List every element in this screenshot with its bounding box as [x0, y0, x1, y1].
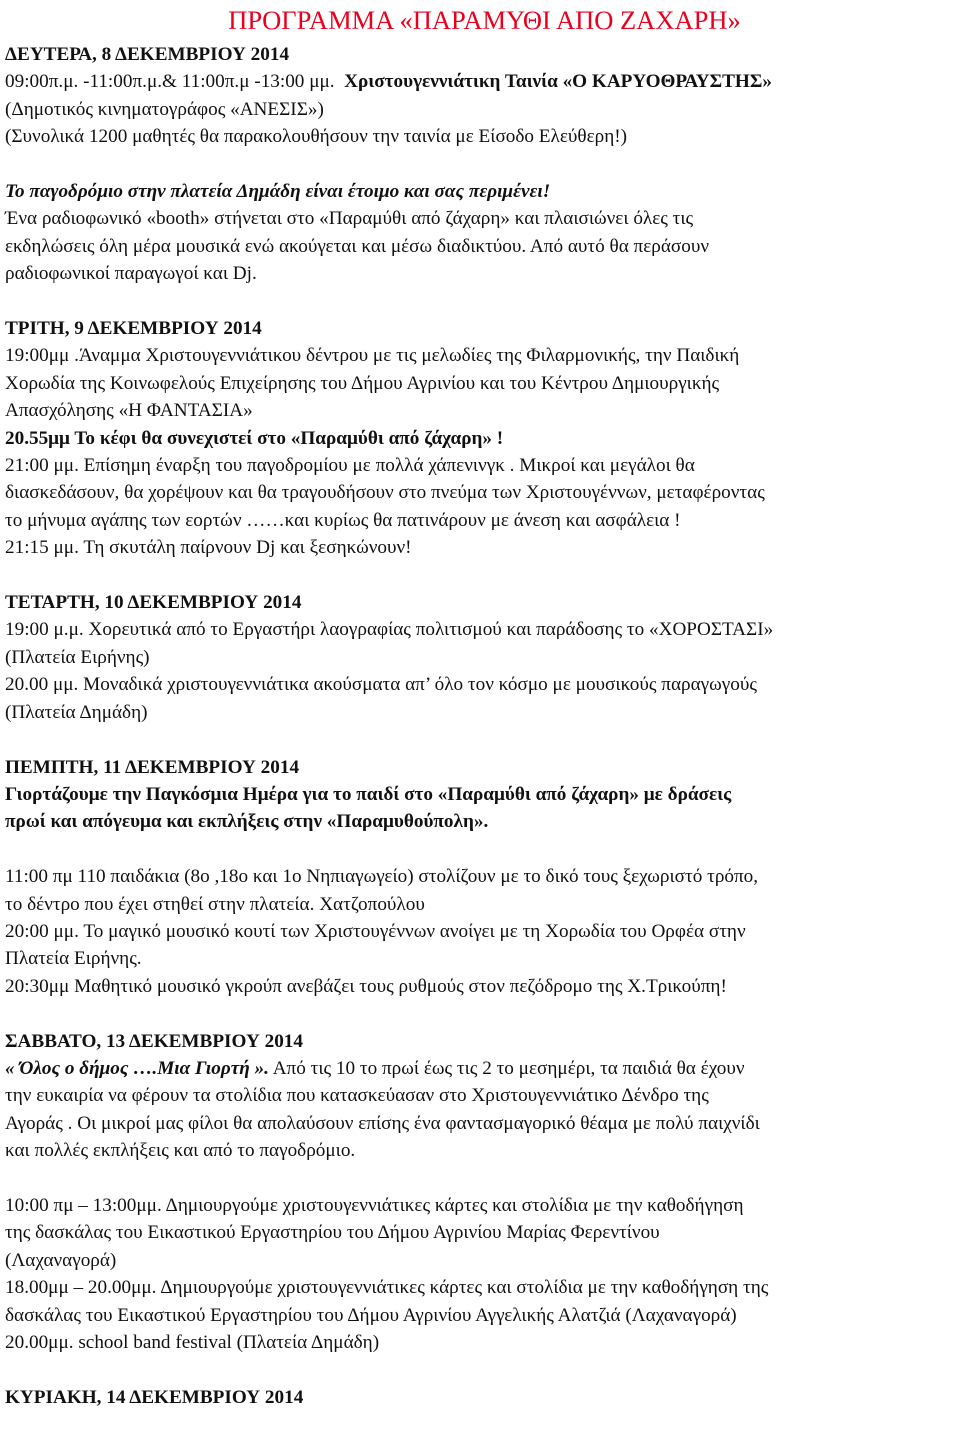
schedule-line: 20.00 μμ. Μοναδικά χριστουγεννιάτικα ακούσματα απ’ όλο τον κόσμο με μουσικούς παραγωγούς — [5, 674, 757, 696]
schedule-line: (Συνολικά 1200 μαθητές θα παρακολουθήσουν την ταινία με Είσοδο Ελεύθερη!) — [5, 126, 628, 148]
schedule-line: (Πλατεία Δημάδη) — [5, 701, 148, 723]
day-heading-tuesday: ΤΡΙΤΗ, 9 ΔΕΚΕΜΒΡΙΟΥ 2014 — [5, 318, 262, 340]
day-heading-wednesday: ΤΕΤΑΡΤΗ, 10 ΔΕΚΕΜΒΡΙΟΥ 2014 — [5, 592, 302, 614]
schedule-line: Απασχόλησης «Η ΦΑΝΤΑΣΙΑ» — [5, 400, 253, 422]
schedule-line: 10:00 πμ – 13:00μμ. Δημιουργούμε χριστουγεννιάτικες κάρτες και στολίδια με την καθοδήγηση — [5, 1194, 744, 1216]
highlight-line: πρωί και απόγευμα και εκπλήξεις στην «Παραμυθούπολη». — [5, 811, 489, 833]
day-heading-monday: ΔΕΥΤΕΡΑ, 8 ΔΕΚΕΜΒΡΙΟΥ 2014 — [5, 44, 290, 65]
schedule-line: 20:30μμ Μαθητικό μουσικό γκρούπ ανεβάζει τους ρυθμούς στον πεζόδρομο της Χ.Τρικούπη! — [5, 975, 727, 997]
day-heading-thursday: ΠΕΜΠΤΗ, 11 ΔΕΚΕΜΒΡΙΟΥ 2014 — [5, 756, 300, 778]
schedule-line: (Δημοτικός κινηματογράφος «ΑΝΕΣΙΣ») — [5, 98, 324, 120]
highlight-line: 20.55μμ Το κέφι θα συνεχιστεί στο «Παραμύθι από ζάχαρη» ! — [5, 427, 504, 449]
schedule-line: (Πλατεία Ειρήνης) — [5, 646, 150, 668]
schedule-line: και πολλές εκπλήξεις και από το παγοδρόμιο. — [5, 1140, 356, 1162]
page-title: ΠΡΟΓΡΑΜΜΑ «ΠΑΡΑΜΥΘΙ ΑΠΟ ΖΑΧΑΡΗ» — [228, 5, 741, 35]
event-lead: « Όλος ο δήμος ….Μια Γιορτή ». — [5, 1057, 269, 1079]
schedule-line: 19:00μμ .Άναμμα Χριστουγεννιάτικου δέντρου με τις μελωδίες της Φιλαρμονικής, την Παιδική — [5, 345, 740, 367]
announcement-line: Το παγοδρόμιο στην πλατεία Δημάδη είναι έτοιμο και σας περιμένει! — [5, 181, 551, 203]
schedule-line: δασκάλας του Εικαστικού Εργαστηρίου του Δήμου Αγρινίου Αγγελικής Αλατζιά (Λαχαναγορά) — [5, 1304, 737, 1326]
schedule-line: Ένα ραδιοφωνικό «booth» στήνεται στο «Παραμύθι από ζάχαρη» και πλαισιώνει όλες τις — [5, 208, 694, 230]
schedule-line: 20.00μμ. school band festival (Πλατεία Δημάδη) — [5, 1331, 380, 1353]
schedule-line: 18.00μμ – 20.00μμ. Δημιουργούμε χριστουγεννιάτικες κάρτες και στολίδια με την καθοδήγηση της — [5, 1277, 769, 1299]
schedule-line: Πλατεία Ειρήνης. — [5, 948, 142, 970]
event-text: Από τις 10 το πρωί έως τις 2 το μεσημέρι, τα παιδιά θα έχουν — [272, 1057, 745, 1079]
schedule-line — [5, 1055, 956, 1082]
schedule-line: 19:00 μ.μ. Χορευτικά από το Εργαστήρι λαογραφίας πολιτισμού και παράδοσης το «ΧΟΡΟΣΤΑΣΙ» — [5, 619, 774, 641]
schedule-line: ραδιοφωνικοί παραγωγοί και Dj. — [5, 263, 257, 285]
event-title: Χριστουγεννιάτικη Ταινία «Ο ΚΑΡΥΟΘΡΑΥΣΤΗΣ» — [344, 71, 772, 93]
schedule-line: 20:00 μμ. Το μαγικό μουσικό κουτί των Χριστουγέννων ανοίγει με τη Χορωδία του Ορφέα στην — [5, 920, 746, 942]
event-time: 09:00π.μ. -11:00π.μ.& 11:00π.μ -13:00 μμ. — [5, 71, 335, 93]
schedule-line: 21:00 μμ. Επίσημη έναρξη του παγοδρομίου με πολλά χάπενινγκ . Μικροί και μεγάλοι θα — [5, 455, 695, 477]
schedule-line: την ευκαιρία να φέρουν τα στολίδια που κατασκεύασαν στο Χριστουγεννιάτικο Δένδρο της — [5, 1085, 709, 1107]
schedule-line: το μήνυμα αγάπης των εορτών ……και κυρίως θα πατινάρουν με άνεση και ασφάλεια ! — [5, 509, 681, 531]
schedule-line: της δασκάλας του Εικαστικού Εργαστηρίου του Δήμου Αγρινίου Μαρίας Φερεντίνου — [5, 1222, 660, 1244]
schedule-line: 21:15 μμ. Τη σκυτάλη παίρνουν Dj και ξεσηκώνουν! — [5, 537, 412, 559]
day-heading-saturday: ΣΑΒΒΑΤΟ, 13 ΔΕΚΕΜΒΡΙΟΥ 2014 — [5, 1030, 303, 1052]
schedule-line: Χορωδία της Κοινωφελούς Επιχείρησης του Δήμου Αγρινίου και του Κέντρου Δημιουργικής — [5, 372, 720, 394]
schedule-line: 11:00 πμ 110 παιδάκια (8ο ,18ο και 1ο Νηπιαγωγείο) στολίζουν με το δικό τους ξεχωριστό τρόπο, — [5, 866, 759, 888]
schedule-line: (Λαχαναγορά) — [5, 1249, 117, 1271]
schedule-line: διασκεδάσουν, θα χορέψουν και θα τραγουδήσουν στο πνεύμα των Χριστουγέννων, μεταφέροντας — [5, 482, 765, 504]
schedule-line — [5, 68, 956, 95]
highlight-line: Γιορτάζουμε την Παγκόσμια Ημέρα για το παιδί στο «Παραμύθι από ζάχαρη» με δράσεις — [5, 783, 732, 805]
day-heading-sunday: ΚΥΡΙΑΚΗ, 14 ΔΕΚΕΜΒΡΙΟΥ 2014 — [5, 1386, 304, 1408]
schedule-line: Αγοράς . Οι μικροί μας φίλοι θα απολαύσουν επίσης ένα φαντασμαγορικό θέαμα με πολύ παιχνίδι — [5, 1112, 760, 1134]
schedule-line: εκδηλώσεις όλη μέρα μουσικά ενώ ακούγεται και μέσω διαδικτύου. Από αυτό θα περάσουν — [5, 235, 710, 257]
schedule-line: το δέντρο που έχει στηθεί στην πλατεία. Χατζοπούλου — [5, 893, 425, 915]
